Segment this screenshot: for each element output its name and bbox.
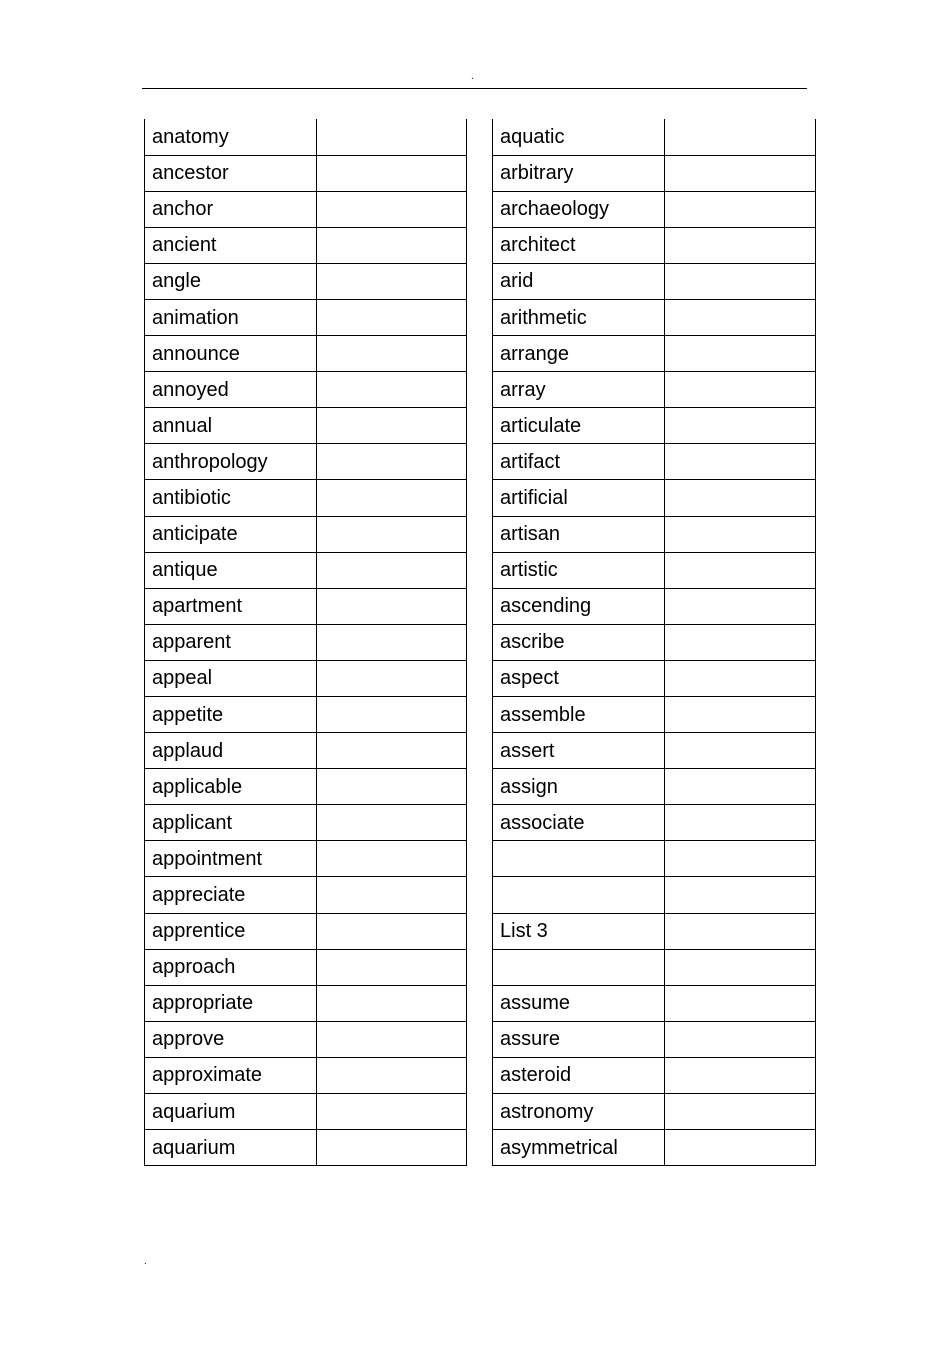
table-row [145, 227, 467, 263]
table-row [493, 552, 816, 588]
word-cell: animation [145, 299, 317, 335]
word-cell: anthropology [145, 444, 317, 480]
blank-answer-cell[interactable] [665, 877, 816, 913]
word-cell [493, 949, 665, 985]
table-row [145, 624, 467, 660]
blank-answer-cell[interactable] [317, 841, 467, 877]
blank-answer-cell[interactable] [317, 444, 467, 480]
word-cell: appreciate [145, 877, 317, 913]
header-rule [142, 88, 807, 89]
table-row [145, 660, 467, 696]
blank-answer-cell[interactable] [665, 119, 816, 155]
word-cell: antibiotic [145, 480, 317, 516]
blank-answer-cell[interactable] [317, 588, 467, 624]
word-cell: List 3 [493, 913, 665, 949]
table-row [145, 155, 467, 191]
blank-answer-cell[interactable] [665, 913, 816, 949]
table-row [145, 588, 467, 624]
word-cell: assert [493, 733, 665, 769]
blank-answer-cell[interactable] [317, 299, 467, 335]
table-row [493, 949, 816, 985]
blank-answer-cell[interactable] [665, 588, 816, 624]
table-row [145, 1130, 467, 1166]
blank-answer-cell[interactable] [665, 480, 816, 516]
word-cell: associate [493, 805, 665, 841]
word-cell: arid [493, 263, 665, 299]
table-row [493, 408, 816, 444]
word-cell: appeal [145, 660, 317, 696]
blank-answer-cell[interactable] [665, 552, 816, 588]
blank-answer-cell[interactable] [665, 444, 816, 480]
table-row [493, 697, 816, 733]
word-cell: assemble [493, 697, 665, 733]
table-row [145, 408, 467, 444]
blank-answer-cell[interactable] [317, 119, 467, 155]
table-row [493, 227, 816, 263]
table-row [493, 985, 816, 1021]
table-row [493, 372, 816, 408]
table-row [493, 769, 816, 805]
table-row [145, 697, 467, 733]
table-row [145, 985, 467, 1021]
table-row [145, 263, 467, 299]
blank-answer-cell[interactable] [317, 985, 467, 1021]
table-row [493, 263, 816, 299]
table-row [145, 552, 467, 588]
blank-answer-cell[interactable] [665, 1057, 816, 1093]
blank-answer-cell[interactable] [317, 1130, 467, 1166]
word-cell: arithmetic [493, 299, 665, 335]
word-cell: appointment [145, 841, 317, 877]
table-row [493, 191, 816, 227]
table-row [493, 1094, 816, 1130]
blank-answer-cell[interactable] [317, 733, 467, 769]
word-cell: approximate [145, 1057, 317, 1093]
table-row [145, 949, 467, 985]
table-row [145, 119, 467, 155]
table-row [493, 444, 816, 480]
blank-answer-cell[interactable] [317, 263, 467, 299]
word-cell: astronomy [493, 1094, 665, 1130]
table-row [493, 660, 816, 696]
word-cell: archaeology [493, 191, 665, 227]
blank-answer-cell[interactable] [665, 155, 816, 191]
table-row [493, 624, 816, 660]
table-row [493, 805, 816, 841]
blank-answer-cell[interactable] [317, 697, 467, 733]
word-cell: aquatic [493, 119, 665, 155]
word-cell: architect [493, 227, 665, 263]
table-row [145, 191, 467, 227]
blank-answer-cell[interactable] [665, 408, 816, 444]
blank-answer-cell[interactable] [665, 949, 816, 985]
word-cell: aspect [493, 660, 665, 696]
table-row [145, 877, 467, 913]
blank-answer-cell[interactable] [665, 841, 816, 877]
blank-answer-cell[interactable] [317, 480, 467, 516]
table-row [145, 1094, 467, 1130]
word-cell: aquarium [145, 1130, 317, 1166]
blank-answer-cell[interactable] [317, 155, 467, 191]
blank-answer-cell[interactable] [665, 336, 816, 372]
blank-answer-cell[interactable] [317, 769, 467, 805]
blank-answer-cell[interactable] [665, 624, 816, 660]
word-cell: apparent [145, 624, 317, 660]
word-cell: anticipate [145, 516, 317, 552]
word-cell: appetite [145, 697, 317, 733]
blank-answer-cell[interactable] [317, 191, 467, 227]
word-cell [493, 877, 665, 913]
blank-answer-cell[interactable] [317, 1057, 467, 1093]
table-row [145, 516, 467, 552]
word-cell: announce [145, 336, 317, 372]
blank-answer-cell[interactable] [317, 877, 467, 913]
table-row [493, 588, 816, 624]
word-cell [493, 841, 665, 877]
table-row [145, 1021, 467, 1057]
blank-answer-cell[interactable] [665, 1021, 816, 1057]
header-dot: . [471, 71, 474, 82]
word-cell: artisan [493, 516, 665, 552]
word-cell: ancient [145, 227, 317, 263]
word-cell: ascribe [493, 624, 665, 660]
word-cell: assign [493, 769, 665, 805]
blank-answer-cell[interactable] [317, 408, 467, 444]
blank-answer-cell[interactable] [317, 372, 467, 408]
table-row [493, 1021, 816, 1057]
word-cell: antique [145, 552, 317, 588]
blank-answer-cell[interactable] [317, 1021, 467, 1057]
table-row [493, 155, 816, 191]
table-row [145, 444, 467, 480]
blank-answer-cell[interactable] [665, 372, 816, 408]
blank-answer-cell[interactable] [665, 516, 816, 552]
word-cell: aquarium [145, 1094, 317, 1130]
table-row [145, 299, 467, 335]
word-cell: anatomy [145, 119, 317, 155]
table-row [493, 516, 816, 552]
word-cell: array [493, 372, 665, 408]
word-cell: asteroid [493, 1057, 665, 1093]
blank-answer-cell[interactable] [317, 805, 467, 841]
table-row [145, 805, 467, 841]
word-cell: applicant [145, 805, 317, 841]
blank-answer-cell[interactable] [317, 552, 467, 588]
table-row [493, 336, 816, 372]
table-row [145, 336, 467, 372]
blank-answer-cell[interactable] [665, 1094, 816, 1130]
blank-answer-cell[interactable] [665, 299, 816, 335]
blank-answer-cell[interactable] [317, 913, 467, 949]
word-cell: artifact [493, 444, 665, 480]
footer-dot: . [144, 1256, 147, 1267]
table-row [493, 913, 816, 949]
blank-answer-cell[interactable] [317, 227, 467, 263]
blank-answer-cell[interactable] [665, 660, 816, 696]
table-row [145, 1057, 467, 1093]
word-cell: annual [145, 408, 317, 444]
word-cell: artificial [493, 480, 665, 516]
right-word-table [492, 119, 816, 1166]
word-cell: artistic [493, 552, 665, 588]
word-cell: apartment [145, 588, 317, 624]
table-row [145, 769, 467, 805]
word-cell: arrange [493, 336, 665, 372]
blank-answer-cell[interactable] [665, 191, 816, 227]
table-row [493, 480, 816, 516]
word-cell: approach [145, 949, 317, 985]
word-cell: annoyed [145, 372, 317, 408]
table-row [145, 913, 467, 949]
blank-answer-cell[interactable] [665, 769, 816, 805]
blank-answer-cell[interactable] [317, 624, 467, 660]
table-row [493, 841, 816, 877]
word-cell: appropriate [145, 985, 317, 1021]
table-row [145, 480, 467, 516]
word-cell: apprentice [145, 913, 317, 949]
word-cell: ancestor [145, 155, 317, 191]
word-cell: approve [145, 1021, 317, 1057]
left-word-table [144, 119, 467, 1166]
word-cell: assume [493, 985, 665, 1021]
word-cell: applaud [145, 733, 317, 769]
table-row [493, 299, 816, 335]
blank-answer-cell[interactable] [665, 733, 816, 769]
blank-answer-cell[interactable] [317, 949, 467, 985]
blank-answer-cell[interactable] [665, 227, 816, 263]
table-row [145, 841, 467, 877]
table-row [493, 119, 816, 155]
word-cell: ascending [493, 588, 665, 624]
blank-answer-cell[interactable] [665, 1130, 816, 1166]
table-row [493, 733, 816, 769]
table-row [145, 372, 467, 408]
blank-answer-cell[interactable] [317, 660, 467, 696]
blank-answer-cell[interactable] [665, 697, 816, 733]
table-row [493, 1130, 816, 1166]
blank-answer-cell[interactable] [317, 1094, 467, 1130]
word-cell: applicable [145, 769, 317, 805]
blank-answer-cell[interactable] [317, 516, 467, 552]
blank-answer-cell[interactable] [317, 336, 467, 372]
table-row [493, 877, 816, 913]
blank-answer-cell[interactable] [665, 985, 816, 1021]
word-cell: asymmetrical [493, 1130, 665, 1166]
word-cell: articulate [493, 408, 665, 444]
blank-answer-cell[interactable] [665, 805, 816, 841]
blank-answer-cell[interactable] [665, 263, 816, 299]
word-cell: angle [145, 263, 317, 299]
word-cell: assure [493, 1021, 665, 1057]
table-row [145, 733, 467, 769]
table-row [493, 1057, 816, 1093]
word-cell: arbitrary [493, 155, 665, 191]
word-cell: anchor [145, 191, 317, 227]
